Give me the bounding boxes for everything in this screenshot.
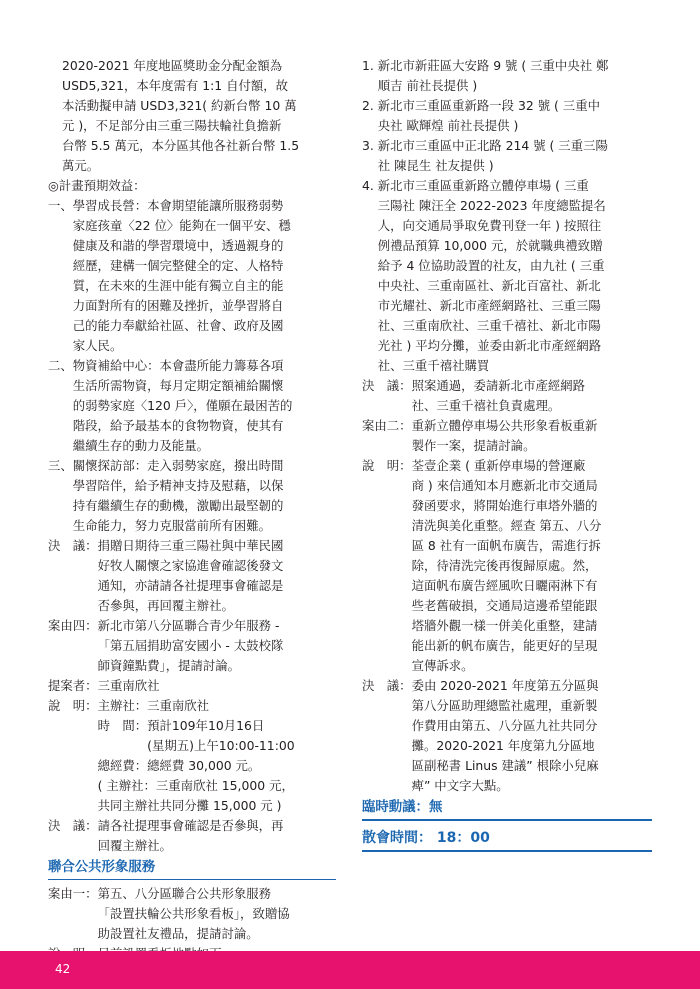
text-line: (星期五)上午10:00-11:00: [97, 738, 295, 753]
text-line: 時 間：預計109年10月16日: [97, 718, 265, 733]
text-line: 些老舊破損，交通局這邊希望能跟: [411, 598, 598, 613]
text-line: 新北市三重區重新路一段 32 號 ( 三重中: [377, 98, 600, 113]
closing-time-heading: [362, 826, 652, 852]
text-line: 區副秘書 Linus 建議” 根除小兒麻: [411, 758, 599, 773]
item-label: 1.: [362, 58, 378, 73]
text-line: 萬元。: [62, 158, 100, 173]
billboard-locations: [362, 56, 652, 376]
text-line: 中央社、三重南區社、新北百富社、新北: [377, 278, 601, 293]
item-text: [412, 456, 652, 676]
item-text: [378, 96, 652, 136]
item-text: [98, 536, 336, 616]
text-line: 人，向交通局爭取免費刊登一年 ) 按照往: [377, 218, 602, 233]
item-text: [98, 616, 336, 676]
text-line: 新北市新莊區大安路 9 號 ( 三重中央社 鄭: [377, 58, 609, 73]
text-line: 新北市第八分區聯合青少年服務 -: [97, 618, 280, 633]
item-text: [98, 696, 336, 816]
text-line: 階段，給予最基本的食物物資，使其有: [72, 418, 284, 433]
item-text: [73, 356, 336, 456]
item-label: 案由二：: [362, 418, 412, 433]
list-item: [362, 96, 652, 136]
left-column: [48, 56, 336, 964]
text-line: 經歷，建構一個完整健全的定、人格特: [72, 258, 284, 273]
item-label: 三、: [48, 458, 73, 473]
text-line: 光社 ) 平均分攤，並委由新北市產經網路: [377, 338, 602, 353]
text-line: 「第五屆捐助富安國小 - 太鼓校隊: [97, 638, 284, 653]
footer-bar: [0, 951, 700, 989]
text-line: 學習成長營：本會期望能讓所服務弱勢: [72, 198, 284, 213]
text-line: ( 主辦社：三重南欣社 15,000 元，: [97, 778, 294, 793]
funding-intro: [48, 56, 336, 176]
proposer-row: [48, 676, 336, 696]
item-text: [412, 416, 652, 456]
text-line: 助設置社友禮品，提請討論。: [97, 926, 259, 941]
text-line: 發函要求，將開始進行車塔外牆的: [411, 498, 598, 513]
section-title-public-image: 聯合公共形象服務: [48, 857, 336, 880]
text-line: 這面帆布廣告經風吹日曬兩淋下有: [411, 578, 598, 593]
item-text: [412, 376, 652, 416]
text-line: 物資補給中心：本會盡所能力籌募各項: [72, 358, 284, 373]
text-line: 家庭孩童〈22 位〉能夠在一個平安、穩: [72, 218, 291, 233]
resolution-b: [48, 816, 336, 856]
text-line: 回覆主辦社。: [97, 838, 172, 853]
text-line: 社、三重千禧社負責處理。: [411, 398, 561, 413]
item-label: 二、: [48, 358, 73, 373]
text-line: 市光耀社、新北市產經網路社、三重三陽: [377, 298, 601, 313]
text-line: 荃壹企業 ( 重新停車場的營運廠: [411, 458, 586, 473]
case-four: [48, 616, 336, 676]
text-line: 央社 歐輝煌 前社長提供 ): [377, 118, 519, 133]
text-line: 力面對所有的困難及挫折，並學習將自: [72, 298, 284, 313]
item-text: [378, 176, 652, 376]
list-item: [362, 176, 652, 376]
text-line: 共同主辦社共同分攤 15,000 元 ): [97, 798, 282, 813]
item-text: [73, 196, 336, 356]
text-line: 社、三重千禧社購買: [377, 358, 490, 373]
text-line: 給予 4 位協助設置的社友，由九社 ( 三重: [377, 258, 605, 273]
text-line: 學習陪伴，給予精神支持及慰藉，以保: [72, 478, 284, 493]
list-item: [48, 196, 336, 356]
text-line: 重新立體停車場公共形象看板重新: [411, 418, 598, 433]
item-label: 3.: [362, 138, 378, 153]
text-line: 質，在未來的生涯中能有獨立自主的能: [72, 278, 284, 293]
text-line: 2020-2021 年度地區獎助金分配金額為: [62, 58, 283, 73]
text-line: 生命能力，努力克服當前所有困難。: [72, 518, 272, 533]
text-line: 製作一案，提請討論。: [411, 438, 536, 453]
expected-benefits-heading: ◎計畫預期效益：: [48, 178, 146, 193]
item-text: [98, 884, 336, 944]
item-label: 案由一：: [48, 886, 98, 901]
item-text: [73, 456, 336, 536]
text-line: 主辦社：三重南欣社: [97, 698, 210, 713]
item-label: 說 明：: [362, 458, 412, 473]
list-item: [48, 456, 336, 536]
text-line: 第五、八分區聯合公共形象服務: [97, 886, 272, 901]
adhoc-motion-heading: 臨時動議：無: [362, 797, 652, 821]
explanation-a: [48, 696, 336, 816]
text-line: 師資鐘點費」，提請討論。: [97, 658, 241, 673]
item-label: 2.: [362, 98, 378, 113]
text-line: 捐贈日期待三重三陽社與中華民國: [97, 538, 284, 553]
text-line: 照案通過，委請新北市產經網路: [411, 378, 586, 393]
text-line: 商 ) 來信通知本月應新北市交通局: [411, 478, 598, 493]
list-item: [362, 136, 652, 176]
text-line: 己的能力奉獻給社區、社會、政府及國: [72, 318, 284, 333]
resolution-a: [48, 536, 336, 616]
case-one: [48, 884, 336, 944]
text-line: 社、三重南欣社、三重千禧社、新北市陽: [377, 318, 601, 333]
text-line: 塔牆外觀一樣一併美化重整，建請: [411, 618, 598, 633]
item-label: 決 議：: [48, 538, 98, 553]
text-line: 本活動擬申請 USD3,321( 約新台幣 10 萬: [62, 98, 297, 113]
proposer-value: 三重南欣社: [97, 678, 160, 693]
item-text: [98, 816, 336, 856]
text-line: USD5,321，本年度需有 1:1 自付額，故: [62, 78, 289, 93]
page-number: 42: [55, 962, 71, 976]
item-text: [378, 136, 652, 176]
text-line: 清洗與美化重整。經查 第五、八分: [411, 518, 602, 533]
text-line: 例禮品預算 10,000 元，於就職典禮致贈: [377, 238, 603, 253]
resolution-c: [362, 376, 652, 416]
item-label: 案由四：: [48, 618, 98, 633]
benefits-list: [48, 196, 336, 536]
text-line: 的弱勢家庭〈120 戶〉，僅願在最困苦的: [72, 398, 293, 413]
text-line: 新北市三重區中正北路 214 號 ( 三重三陽: [377, 138, 608, 153]
closing-time-value: 18：00: [436, 830, 490, 846]
text-line: 新北市三重區重新路立體停車場 ( 三重: [377, 178, 589, 193]
item-label: 決 議：: [48, 818, 98, 833]
item-label: 一、: [48, 198, 73, 213]
list-item: [48, 356, 336, 456]
list-item: [362, 56, 652, 96]
text-line: 台幣 5.5 萬元，本分區其他各社新台幣 1.5: [62, 138, 300, 153]
text-line: 總經費：總經費 30,000 元。: [97, 758, 261, 773]
text-line: 委由 2020-2021 年度第五分區與: [411, 678, 599, 693]
item-label: 決 議：: [362, 378, 412, 393]
text-line: 除，待清洗完後再復歸原處。然，: [411, 558, 598, 573]
right-column: [362, 56, 652, 855]
text-line: 持有繼續生存的動機，激勵出最堅韌的: [72, 498, 284, 513]
text-line: 請各社提理事會確認是否參與，再: [97, 818, 284, 833]
text-line: 好牧人關懷之家協進會確認後發文: [97, 558, 284, 573]
text-line: 順吉 前社長提供 ): [377, 78, 478, 93]
item-label: 決 議：: [362, 678, 412, 693]
text-line: 痺” 中文字大點。: [411, 778, 509, 793]
text-line: 健康及和諧的學習環境中，透過親身的: [72, 238, 284, 253]
text-line: 第八分區助理總監社處理，重新製: [411, 698, 598, 713]
text-line: 通知，亦請請各社提理事會確認是: [97, 578, 284, 593]
resolution-d: [362, 676, 652, 796]
text-line: 攤。2020-2021 年度第九分區地: [411, 738, 595, 753]
text-line: 「設置扶輪公共形象看板」，致贈協: [97, 906, 290, 921]
proposer-label: 提案者：: [48, 678, 98, 693]
text-line: 生活所需物資，每月定期定額補給關懷: [72, 378, 284, 393]
text-line: 區 8 社有一面帆布廣告，需進行拆: [411, 538, 601, 553]
item-text: [378, 56, 652, 96]
text-line: 作費用由第五、八分區九社共同分: [411, 718, 598, 733]
text-line: 關懷探訪部：走入弱勢家庭，撥出時間: [72, 458, 284, 473]
text-line: 繼續生存的動力及能量。: [72, 438, 210, 453]
text-line: 家人民。: [72, 338, 123, 353]
text-line: 元 )，不足部分由三重三陽扶輪社負擔新: [62, 118, 282, 133]
item-label: 4.: [362, 178, 378, 193]
text-line: 社 陳昆生 社友提供 ): [377, 158, 494, 173]
closing-time-label: 散會時間：: [362, 830, 432, 846]
item-text: [412, 676, 652, 796]
text-line: 否參與，再回覆主辦社。: [97, 598, 234, 613]
text-line: 能出新的帆布廣告，能更好的呈現: [411, 638, 598, 653]
text-line: 宣傳訴求。: [411, 658, 474, 673]
case-two: [362, 416, 652, 456]
text-line: 三陽社 陳汪全 2022-2023 年度總監提名: [377, 198, 606, 213]
explanation-c: [362, 456, 652, 676]
item-label: 說 明：: [48, 698, 98, 713]
